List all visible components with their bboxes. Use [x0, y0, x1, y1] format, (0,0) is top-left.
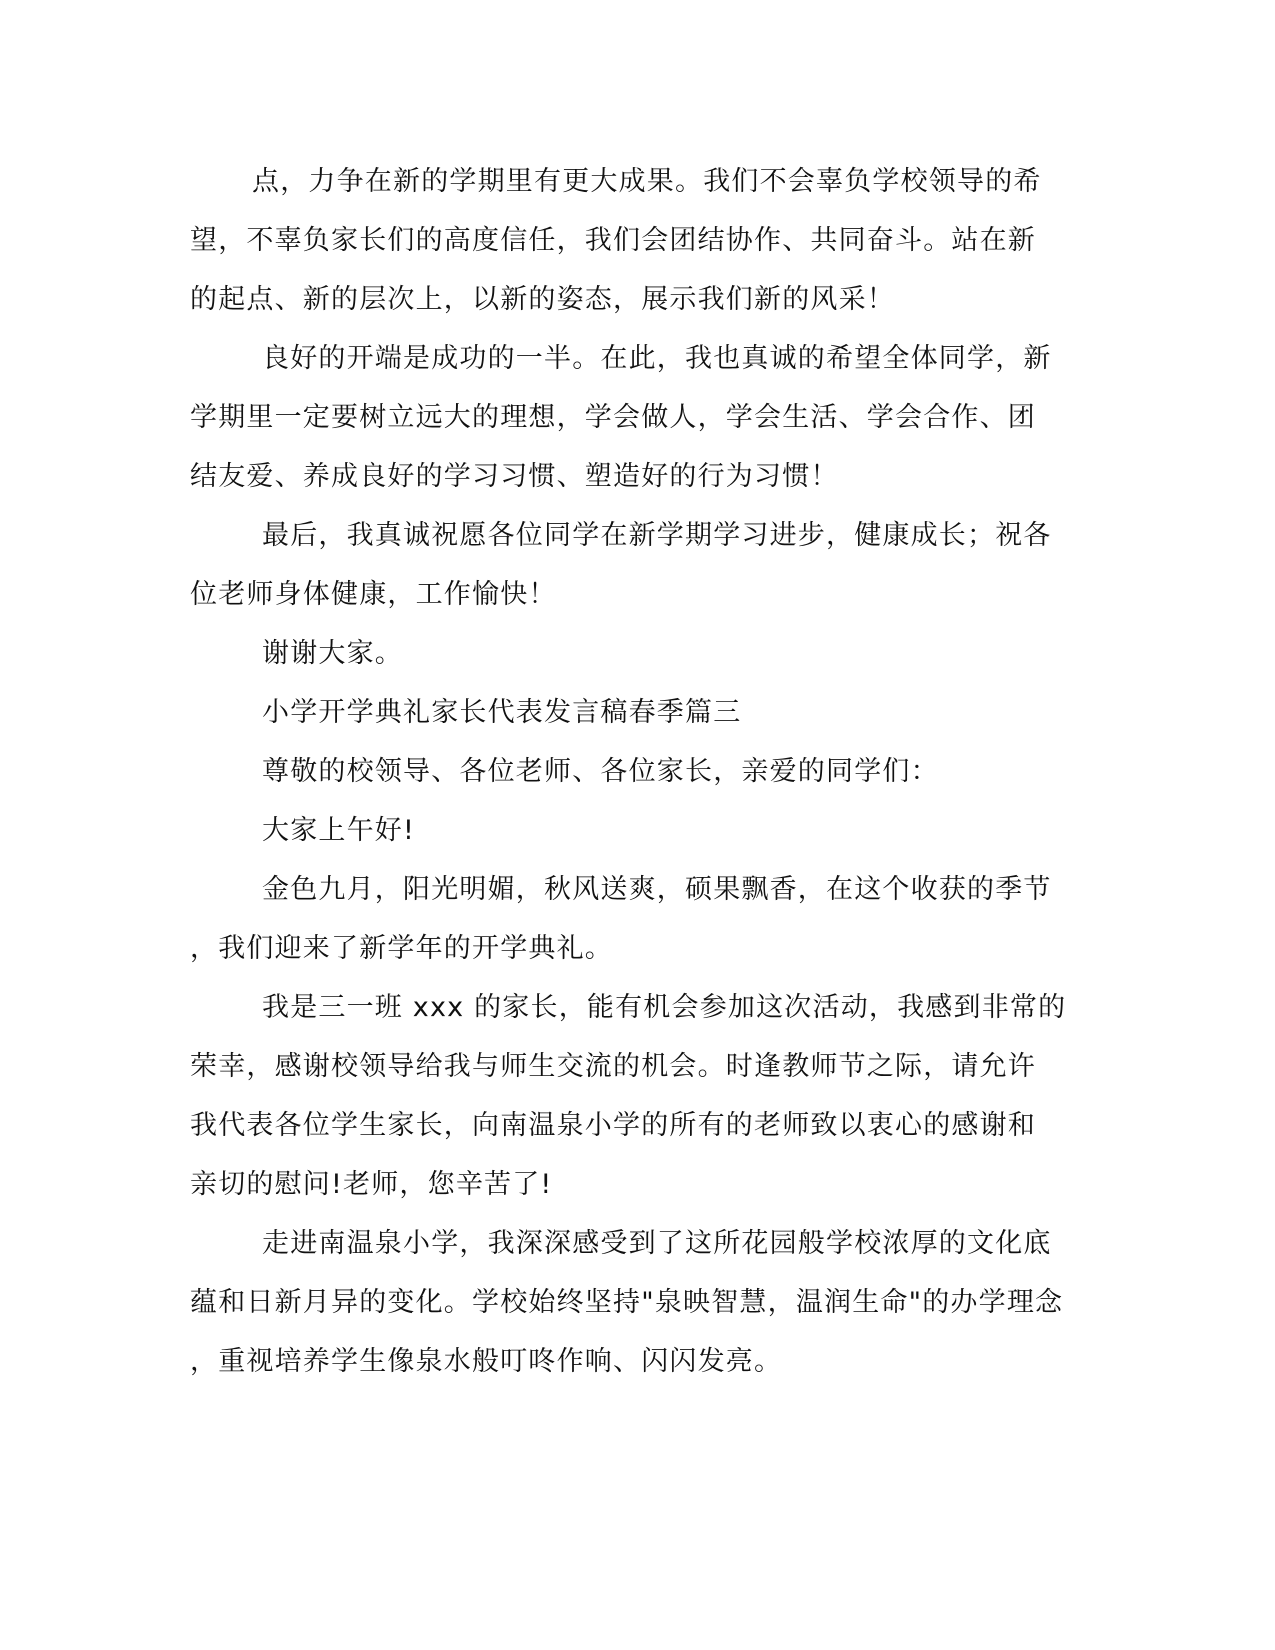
greeting: 大家上午好! — [262, 815, 416, 846]
paragraph-line: 的起点、新的层次上，以新的姿态，展示我们新的风采！ — [190, 284, 895, 315]
salutation: 尊敬的校领导、各位老师、各位家长，亲爱的同学们： — [262, 756, 939, 787]
paragraph-line: 点，力争在新的学期里有更大成果。我们不会辜负学校领导的希 — [252, 166, 1042, 197]
paragraph-line: 荣幸，感谢校领导给我与师生交流的机会。时逢教师节之际，请允许 — [190, 1051, 1036, 1082]
paragraph-line: ，重视培养学生像泉水般叮咚作响、闪闪发亮。 — [190, 1346, 783, 1377]
paragraph-line: 走进南温泉小学，我深深感受到了这所花园般学校浓厚的文化底 — [262, 1228, 1052, 1259]
paragraph-line: 良好的开端是成功的一半。在此，我也真诚的希望全体同学，新 — [262, 343, 1052, 374]
section-heading: 小学开学典礼家长代表发言稿春季篇三 — [262, 697, 742, 728]
paragraph-line: 结友爱、养成良好的学习习惯、塑造好的行为习惯！ — [190, 461, 839, 492]
paragraph-line: 我是三一班 xxx 的家长，能有机会参加这次活动，我感到非常的 — [262, 992, 1067, 1023]
paragraph-line: 蕴和日新月异的变化。学校始终坚持"泉映智慧，温润生命"的办学理念 — [190, 1287, 1064, 1318]
paragraph-line: 我代表各位学生家长，向南温泉小学的所有的老师致以衷心的感谢和 — [190, 1110, 1036, 1141]
paragraph-line: ，我们迎来了新学年的开学典礼。 — [190, 933, 613, 964]
paragraph-line: 望，不辜负家长们的高度信任，我们会团结协作、共同奋斗。站在新 — [190, 225, 1036, 256]
paragraph-line: 金色九月，阳光明媚，秋风送爽，硕果飘香，在这个收获的季节 — [262, 874, 1052, 905]
paragraph-line: 学期里一定要树立远大的理想，学会做人，学会生活、学会合作、团 — [190, 402, 1036, 433]
paragraph-line: 位老师身体健康，工作愉快！ — [190, 579, 557, 610]
paragraph-line: 谢谢大家。 — [262, 638, 403, 669]
paragraph-line: 最后，我真诚祝愿各位同学在新学期学习进步，健康成长；祝各 — [262, 520, 1052, 551]
paragraph-line: 亲切的慰问!老师，您辛苦了! — [190, 1169, 553, 1200]
